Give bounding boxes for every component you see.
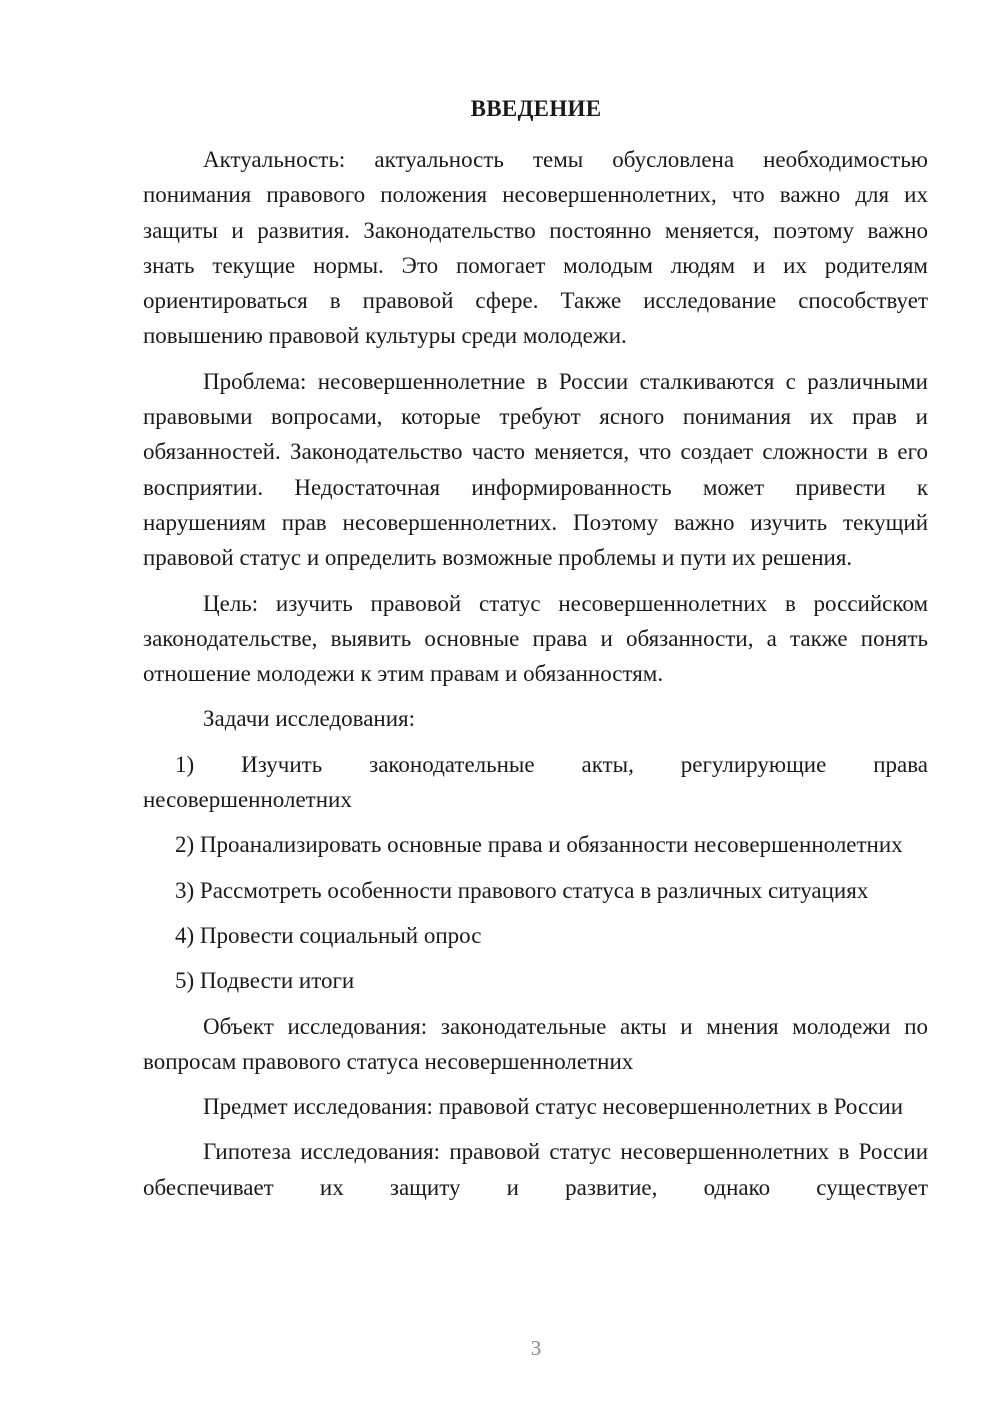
task-item-1: 1) Изучить законодательные акты, регулирующие права несовершеннолетних	[143, 751, 928, 813]
page-number: 3	[530, 1336, 542, 1360]
relevance-paragraph: Актуальность: актуальность темы обусловлена необходимостью понимания правового положения несовершеннолетних, что важно для их защиты и развития. Законодательство постоянно меняется, поэтому важно знать текущие нормы. Это помогает молодым людям и их родителям ориентироваться в правовой сфере. Также исследование способствует повышению правовой культуры среди молодежи.	[143, 147, 928, 349]
hypothesis-paragraph: Гипотеза исследования: правовой статус несовершеннолетних в России обеспечивает их защиту и развитие, однако существует	[143, 1139, 928, 1200]
task-item-5: 5) Подвести итоги	[175, 968, 355, 994]
page-body	[143, 142, 928, 1215]
goal-paragraph: Цель: изучить правовой статус несовершеннолетних в российском законодательстве, выявить основные права и обязанности, а также понять отношение молодежи к этим правам и обязанностям.	[143, 590, 928, 687]
tasks-heading: Задачи исследования:	[203, 706, 416, 732]
task-item-3: 3) Рассмотреть особенности правового статуса в различных ситуациях	[175, 877, 869, 903]
page-title: ВВЕДЕНИЕ	[470, 96, 602, 121]
problem-paragraph: Проблема: несовершеннолетние в России сталкиваются с различными правовыми вопросами, которые требуют ясного понимания их прав и обязанностей. Законодательство часто меняется, что создает сложности в его восприятии. Недостаточная информированность может привести к нарушениям прав несовершеннолетних. Поэтому важно изучить текущий правовой статус и определить возможные проблемы и пути их решения.	[143, 368, 928, 571]
subject-paragraph: Предмет исследования: правовой статус несовершеннолетних в России	[203, 1094, 904, 1120]
task-item-2: 2) Проанализировать основные права и обязанности несовершеннолетних	[175, 832, 903, 858]
task-item-4: 4) Провести социальный опрос	[175, 922, 482, 948]
object-paragraph: Объект исследования: законодательные акты и мнения молодежи по вопросам правового статуса несовершеннолетних	[143, 1013, 928, 1074]
